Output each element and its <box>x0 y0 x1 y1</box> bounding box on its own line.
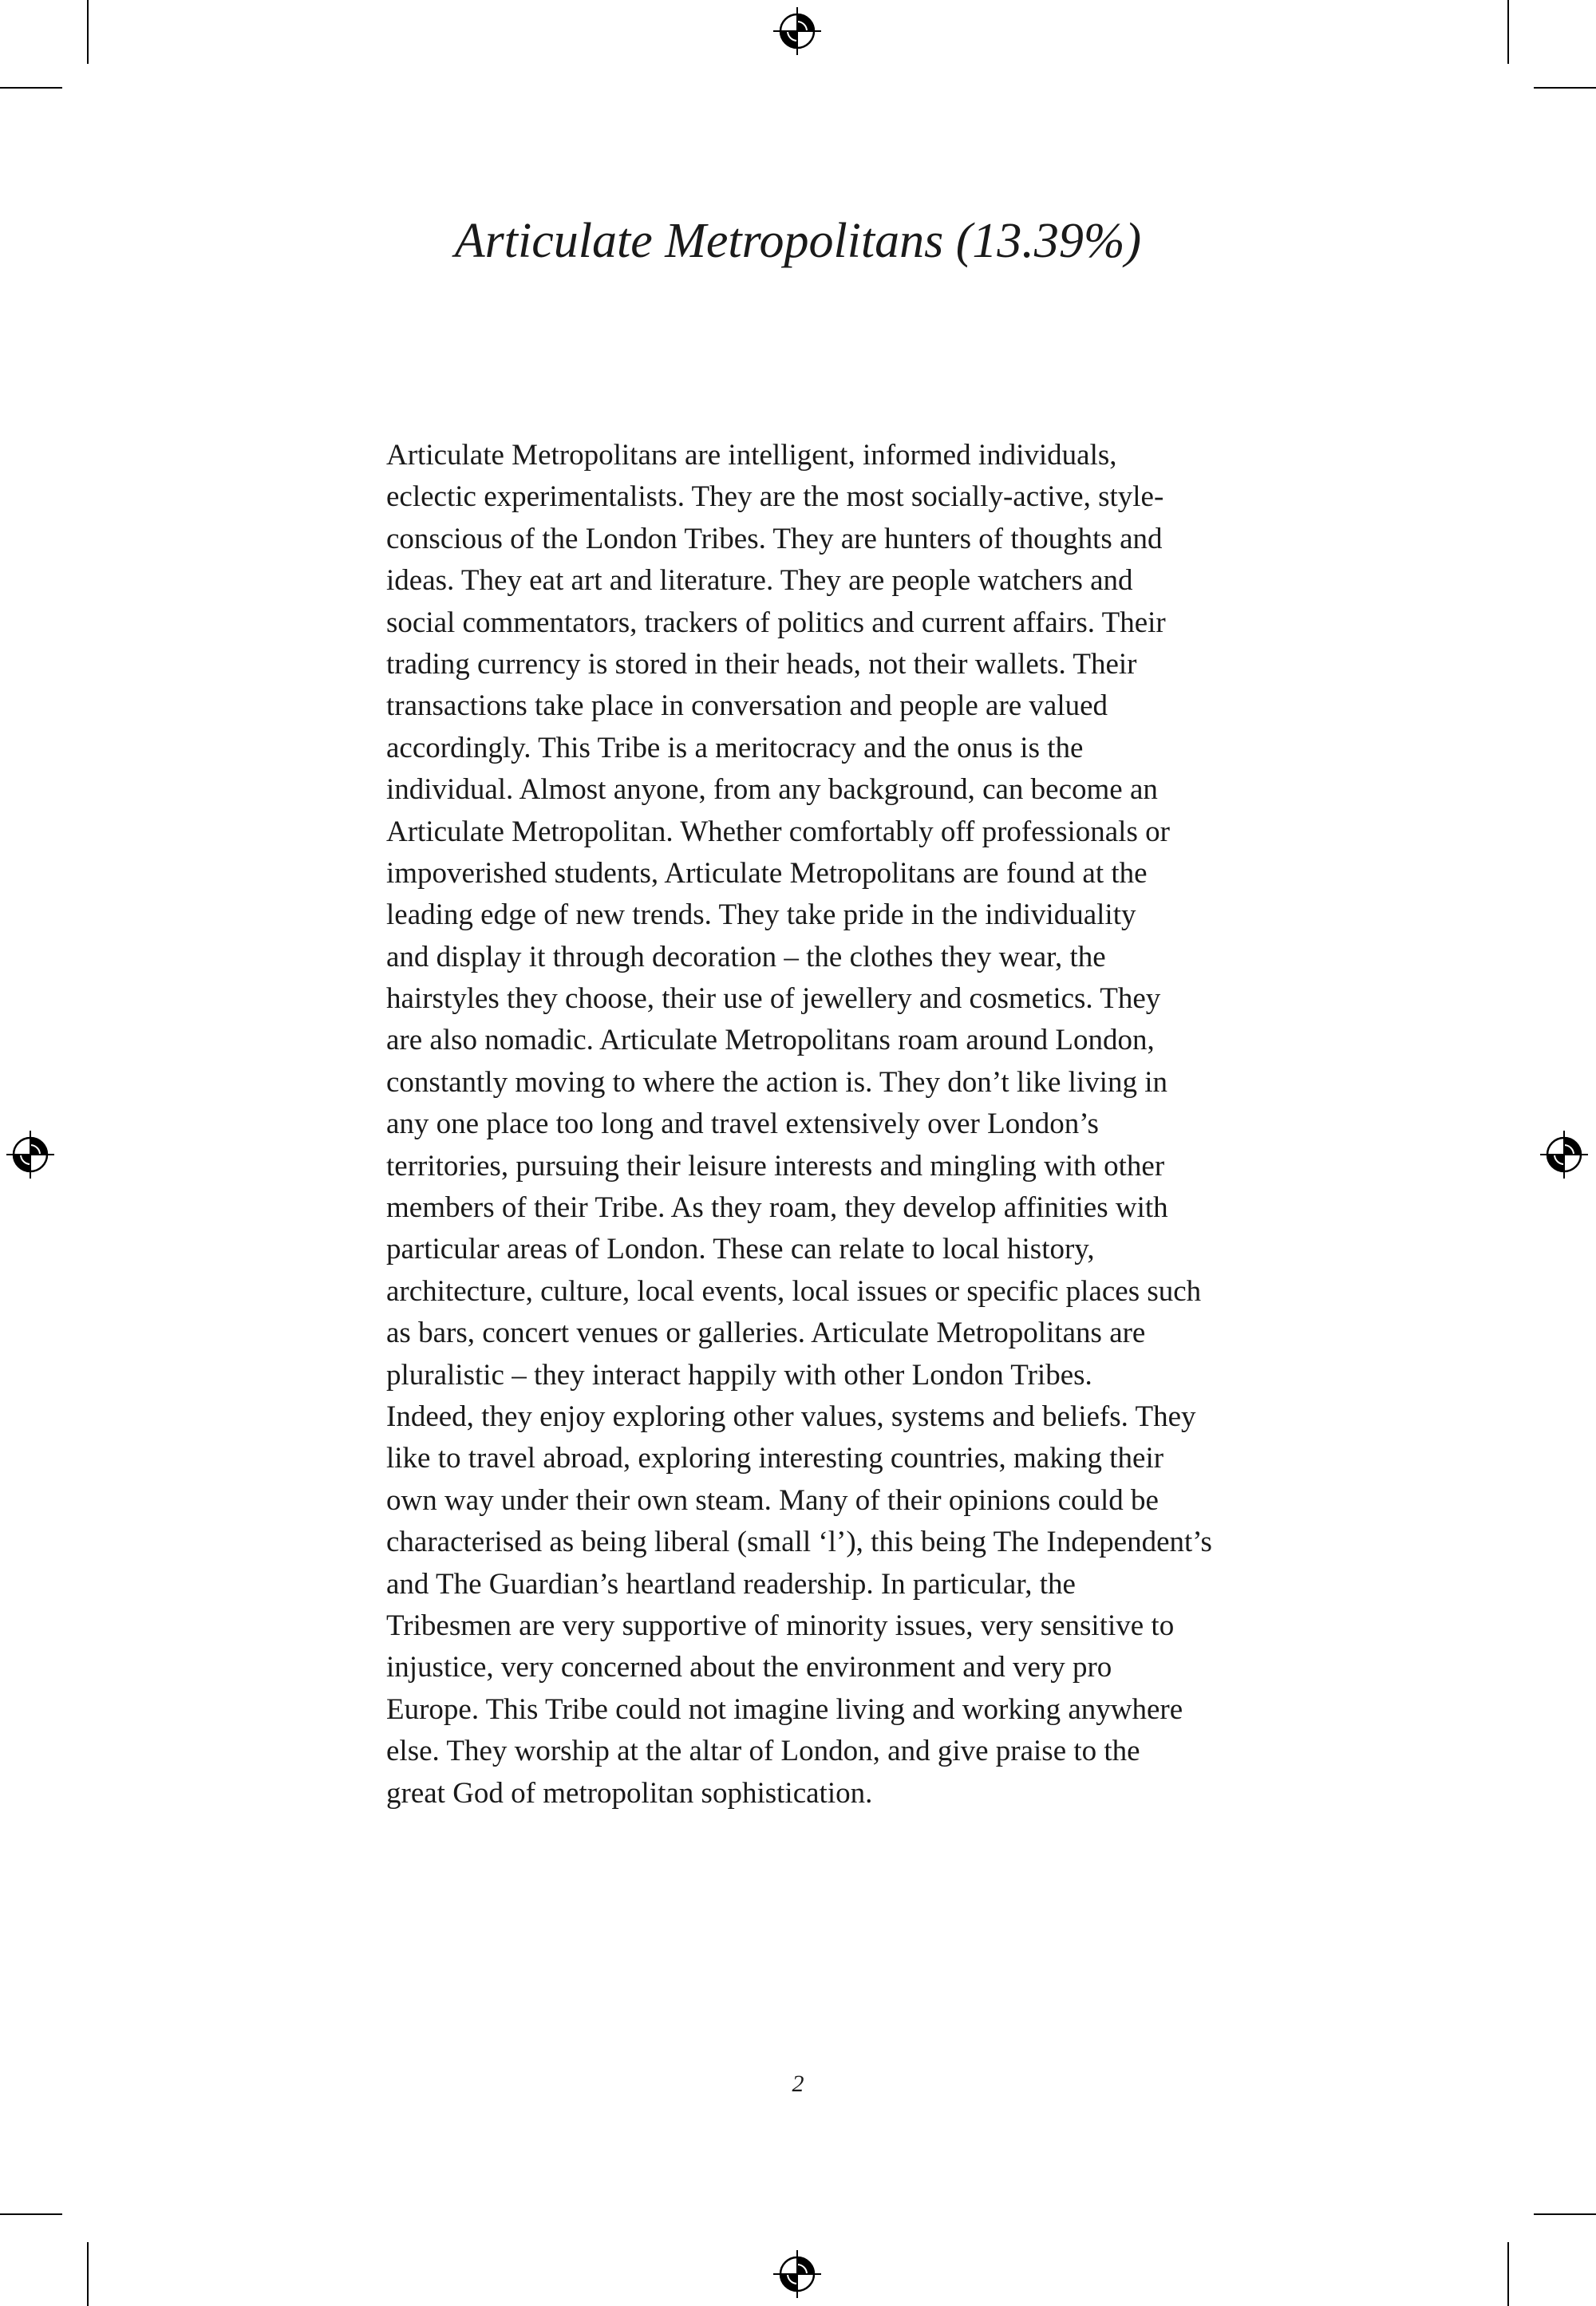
registration-mark-icon <box>1540 1131 1588 1179</box>
body-line: leading edge of new trends. They take pride in the individuality <box>386 898 1136 932</box>
registration-mark-icon <box>773 7 821 55</box>
body-line: and display it through decoration – the clothes they wear, the <box>386 940 1106 973</box>
body-line: great God of metropolitan sophistication. <box>386 1776 873 1810</box>
body-line: characterised as being liberal (small ‘l’), this being The Independent’s <box>386 1526 1212 1559</box>
page-number: 2 <box>792 2071 804 2097</box>
crop-mark-bottom-left-horizontal <box>0 2213 62 2215</box>
crop-mark-top-right-vertical <box>1507 0 1509 64</box>
body-paragraph <box>386 435 1280 1814</box>
body-line: individual. Almost anyone, from any background, can become an <box>386 773 1158 807</box>
body-line: accordingly. This Tribe is a meritocracy and the onus is the <box>386 731 1084 764</box>
body-line: Indeed, they enjoy exploring other values, systems and beliefs. They <box>386 1400 1196 1433</box>
body-line: architecture, culture, local events, local issues or specific places such <box>386 1274 1202 1308</box>
body-line: as bars, concert venues or galleries. Articulate Metropolitans are <box>386 1317 1146 1350</box>
body-line: Articulate Metropolitan. Whether comfortably off professionals or <box>386 815 1170 848</box>
body-line: injustice, very concerned about the environment and very pro <box>386 1651 1112 1684</box>
body-line: social commentators, trackers of politics and current affairs. Their <box>386 606 1166 639</box>
body-line: own way under their own steam. Many of their opinions could be <box>386 1483 1159 1517</box>
crop-mark-top-left-horizontal <box>0 87 62 89</box>
body-line: transactions take place in conversation and people are valued <box>386 689 1108 723</box>
crop-mark-bottom-left-vertical <box>87 2242 89 2306</box>
body-line: Articulate Metropolitans are intelligent, informed individuals, <box>386 439 1117 472</box>
body-line: eclectic experimentalists. They are the most socially-active, style- <box>386 480 1164 514</box>
body-line: Tribesmen are very supportive of minority issues, very sensitive to <box>386 1609 1175 1642</box>
page-title: Articulate Metropolitans (13.39%) <box>454 214 1142 268</box>
body-line: particular areas of London. These can relate to local history, <box>386 1233 1095 1266</box>
body-line: else. They worship at the altar of London, and give praise to the <box>386 1735 1140 1768</box>
body-line: are also nomadic. Articulate Metropolitans roam around London, <box>386 1024 1155 1057</box>
crop-mark-bottom-right-vertical <box>1507 2242 1509 2306</box>
registration-mark-icon <box>6 1131 54 1179</box>
body-line: trading currency is stored in their heads, not their wallets. Their <box>386 647 1137 681</box>
body-line: constantly moving to where the action is. They don’t like living in <box>386 1065 1167 1099</box>
body-line: members of their Tribe. As they roam, they develop affinities with <box>386 1191 1168 1225</box>
body-line: Europe. This Tribe could not imagine living and working anywhere <box>386 1692 1183 1726</box>
body-line: territories, pursuing their leisure interests and mingling with other <box>386 1149 1165 1183</box>
body-line: like to travel abroad, exploring interesting countries, making their <box>386 1442 1164 1475</box>
body-line: pluralistic – they interact happily with other London Tribes. <box>386 1358 1092 1392</box>
body-line: and The Guardian’s heartland readership. In particular, the <box>386 1567 1076 1601</box>
body-line: conscious of the London Tribes. They are hunters of thoughts and <box>386 522 1163 555</box>
crop-mark-top-left-vertical <box>87 0 89 64</box>
body-line: ideas. They eat art and literature. They are people watchers and <box>386 564 1133 598</box>
body-line: hairstyles they choose, their use of jewellery and cosmetics. They <box>386 982 1161 1016</box>
body-line: any one place too long and travel extensively over London’s <box>386 1108 1099 1141</box>
crop-mark-top-right-horizontal <box>1534 87 1596 89</box>
body-line: impoverished students, Articulate Metropolitans are found at the <box>386 856 1148 890</box>
registration-mark-icon <box>773 2250 821 2298</box>
crop-mark-bottom-right-horizontal <box>1534 2213 1596 2215</box>
